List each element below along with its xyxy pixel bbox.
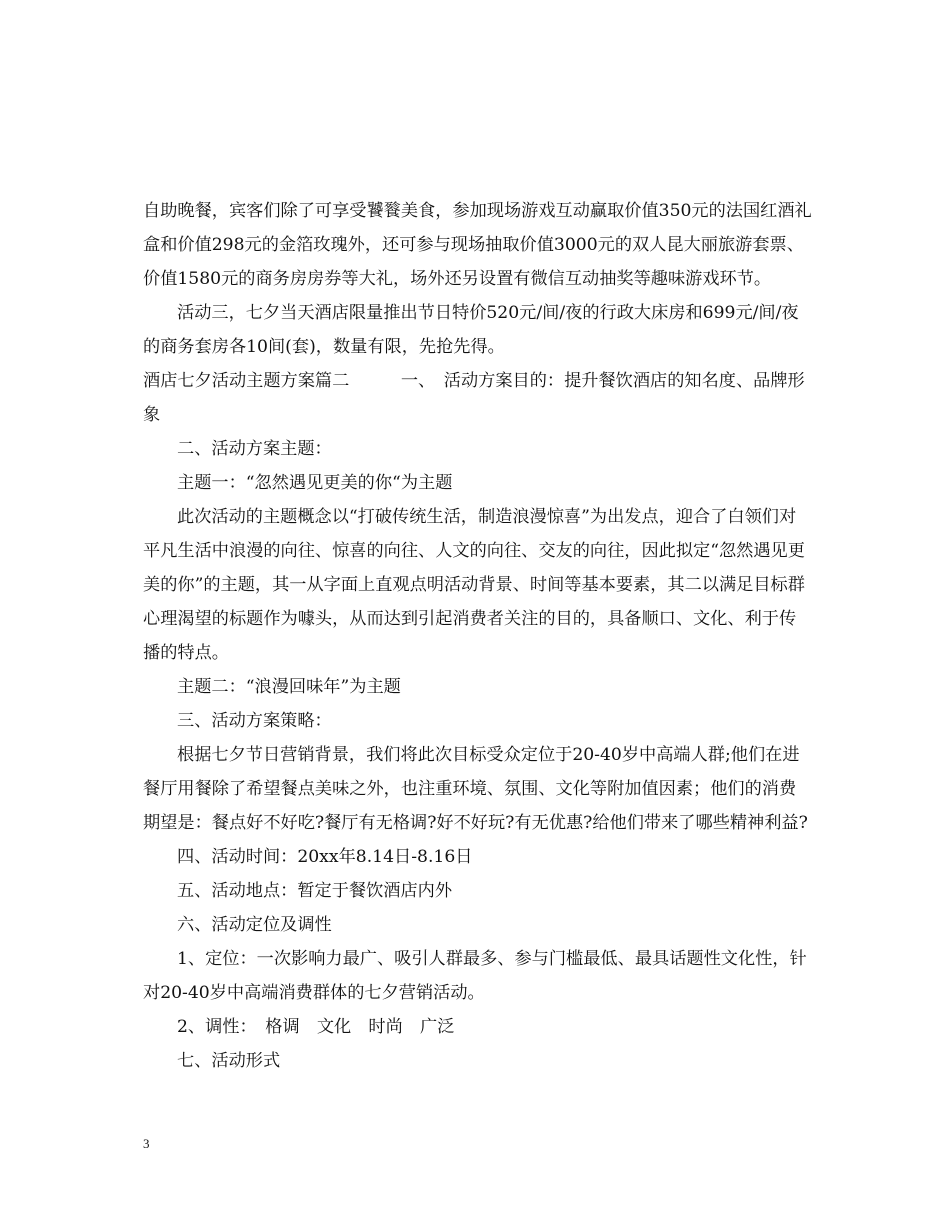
paragraph-theme-description: 此次活动的主题概念以“打破传统生活，制造浪漫惊喜”为出发点，迎合了白领们对平凡生活中浪漫的向往、惊喜的向往、人文的向往、交友的向往，因此拟定“忽然遇见更美的你”的主题，其一从字面上直观点明活动背景、时间等基本要素，其二以满足目标群心理渴望的标题作为噱头，从而达到引起消费者关注的目的，具备顺口、文化、利于传播的特点。 xyxy=(143,507,805,663)
paragraph-time: 四、活动时间：20xx年8.14日-8.16日 xyxy=(177,847,473,867)
paragraph-location: 五、活动地点：暂定于餐饮酒店内外 xyxy=(177,881,453,901)
paragraph-theme-one: 主题一：“忽然遇见更美的你“为主题 xyxy=(177,473,453,493)
paragraph-theme-two: 主题二：“浪漫回味年”为主题 xyxy=(177,677,401,697)
paragraph-2: 活动三，七夕当天酒店限量推出节日特价520元/间/夜的行政大床房和699元/间/夜的商务套房各10间(套)，数量有限，先抢先得。 xyxy=(143,303,799,357)
page-number: 3 xyxy=(143,1136,150,1151)
paragraph-positioning-heading: 六、活动定位及调性 xyxy=(177,915,332,935)
paragraph-1: 自助晚餐，宾客们除了可享受饕餮美食，参加现场游戏互动赢取价值350元的法国红酒礼盒和价值298元的金箔玫瑰外，还可参与现场抽取价值3000元的双人昆大丽旅游套票、价值1580元的商务房房券等大礼，场外还另设置有微信互动抽奖等趣味游戏环节。 xyxy=(143,201,812,289)
paragraph-format-heading: 七、活动形式 xyxy=(177,1051,281,1071)
paragraph-tone: 2、调性： 格调 文化 时尚 广泛 xyxy=(177,1017,455,1037)
document-body xyxy=(143,194,813,1078)
paragraph-strategy: 根据七夕节日营销背景，我们将此次目标受众定位于20-40岁中高端人群;他们在进餐厅用餐除了希望餐点美味之外，也注重环境、氛围、文化等附加值因素；他们的消费期望是：餐点好不好吃?餐厅有无格调?好不好玩?有无优惠?给他们带来了哪些精神利益? xyxy=(143,745,808,833)
paragraph-theme-heading: 二、活动方案主题： xyxy=(177,439,332,459)
paragraph-positioning: 1、定位：一次影响力最广、吸引人群最多、参与门槛最低、最具话题性文化性，针对20-40岁中高端消费群体的七夕营销活动。 xyxy=(143,949,807,1003)
paragraph-strategy-heading: 三、活动方案策略： xyxy=(177,711,332,731)
section-heading-plan-two: 酒店七夕活动主题方案篇二 一、 活动方案目的：提升餐饮酒店的知名度、品牌形象 xyxy=(143,371,805,425)
